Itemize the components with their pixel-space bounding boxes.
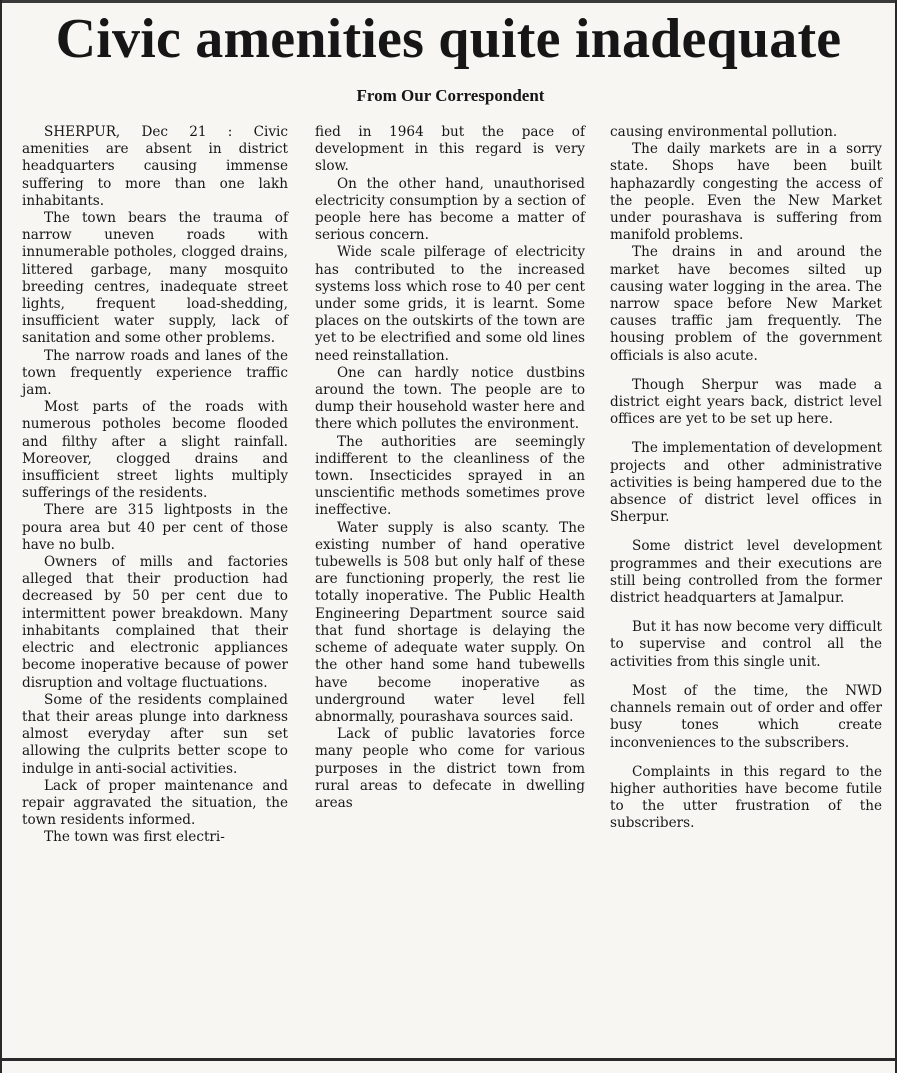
paragraph: The daily markets are in a sorry state. Shops have been built haphazardly congesting the access of the people. Even the New Market under pourashava is suffering from manifold problems.	[610, 141, 882, 244]
paragraph: Though Sherpur was made a district eight years back, district level offices are yet to be set up here.	[610, 376, 882, 428]
article-column-1	[22, 124, 288, 847]
paragraph: Lack of proper maintenance and repair aggravated the situation, the town residents informed.	[22, 777, 288, 829]
paragraph: Owners of mills and factories alleged that their production had decreased by 50 per cent due to intermittent power breakdown. Many inhabitants complained that their electric and electronic appliances become inoperative because of power disruption and voltage fluctuations.	[22, 554, 288, 691]
paragraph: The town was first electri-	[44, 829, 225, 846]
paragraph: Water supply is also scanty. The existing number of hand operative tubewells is 508 but only half of these are functioning properly, the rest lie totally inoperative. The Public Health Engineering Department source said that fund shortage is delaying the scheme of adequate water supply. On the other hand some hand tubewells have become inoperative as underground water level fell abnormally, pourashava sources said.	[315, 519, 585, 725]
paragraph: Complaints in this regard to the higher authorities have become futile to the utter frustration of the subscribers.	[610, 763, 882, 832]
paragraph: Some of the residents complained that their areas plunge into darkness almost everyday after sun set allowing the culprits better scope to indulge in anti-social activities.	[22, 691, 288, 777]
headline: Civic amenities quite inadequate	[55, 8, 842, 70]
paragraph: The town bears the trauma of narrow uneven roads with innumerable potholes, clogged drains, littered garbage, many mosquito breeding centres, inadequate street lights, frequent load-shedding, insufficient water supply, lack of sanitation and some other problems.	[22, 210, 288, 347]
article-column-2	[315, 124, 585, 812]
paragraph: There are 315 lightposts in the poura area but 40 per cent of those have no bulb.	[22, 502, 288, 553]
paragraph: Most parts of the roads with numerous potholes become flooded and filthy after a slight rainfall. Moreover, clogged drains and insufficient street lights multiply sufferings of the residents.	[22, 399, 288, 502]
paragraph: Some district level development programmes and their executions are still being controlled from the former district headquarters at Jamalpur.	[610, 538, 882, 607]
byline: From Our Correspondent	[356, 86, 545, 105]
paragraph: fied in 1964 but the pace of development in this regard is very slow.	[315, 124, 585, 175]
paragraph: The implementation of development projects and other administrative activities is being hampered due to the absence of district level offices in Sherpur.	[610, 440, 882, 526]
paragraph: Lack of public lavatories force many people who come for various purposes in the district town from rural areas to defecate in dwelling areas	[315, 726, 585, 811]
top-rule	[2, 0, 895, 3]
paragraph: The narrow roads and lanes of the town frequently experience traffic jam.	[22, 347, 288, 399]
bottom-rule	[2, 1058, 895, 1061]
paragraph: Most of the time, the NWD channels remain out of order and offer busy tones which create inconveniences to the subscribers.	[610, 682, 882, 751]
paragraph: On the other hand, unauthorised electricity consumption by a section of people here has become a matter of serious concern.	[315, 175, 585, 244]
paragraph: One can hardly notice dustbins around the town. The people are to dump their household waster here and there which pollutes the environment.	[315, 364, 585, 433]
paragraph: But it has now become very difficult to supervise and control all the activities from this single unit.	[610, 619, 882, 670]
paragraph: The drains in and around the market have becomes silted up causing water logging in the area. The narrow space before New Market causes traffic jam frequently. The housing problem of the government officials is also acute.	[610, 244, 882, 364]
paragraph: Wide scale pilferage of electricity has contributed to the increased systems loss which rose to 40 per cent under some grids, it is learnt. Some places on the outskirts of the town are yet to be electrified and some old lines need reinstallation.	[315, 244, 585, 364]
article-column-3	[610, 124, 882, 833]
paragraph: The authorities are seemingly indifferent to the cleanliness of the town. Insecticides sprayed in an unscientific methods sometimes prove ineffective.	[315, 433, 585, 519]
paragraph: SHERPUR, Dec 21 : Civic amenities are absent in district headquarters causing immense suffering to more than one lakh inhabitants.	[22, 124, 288, 209]
paragraph: causing environmental pollution.	[610, 124, 838, 140]
